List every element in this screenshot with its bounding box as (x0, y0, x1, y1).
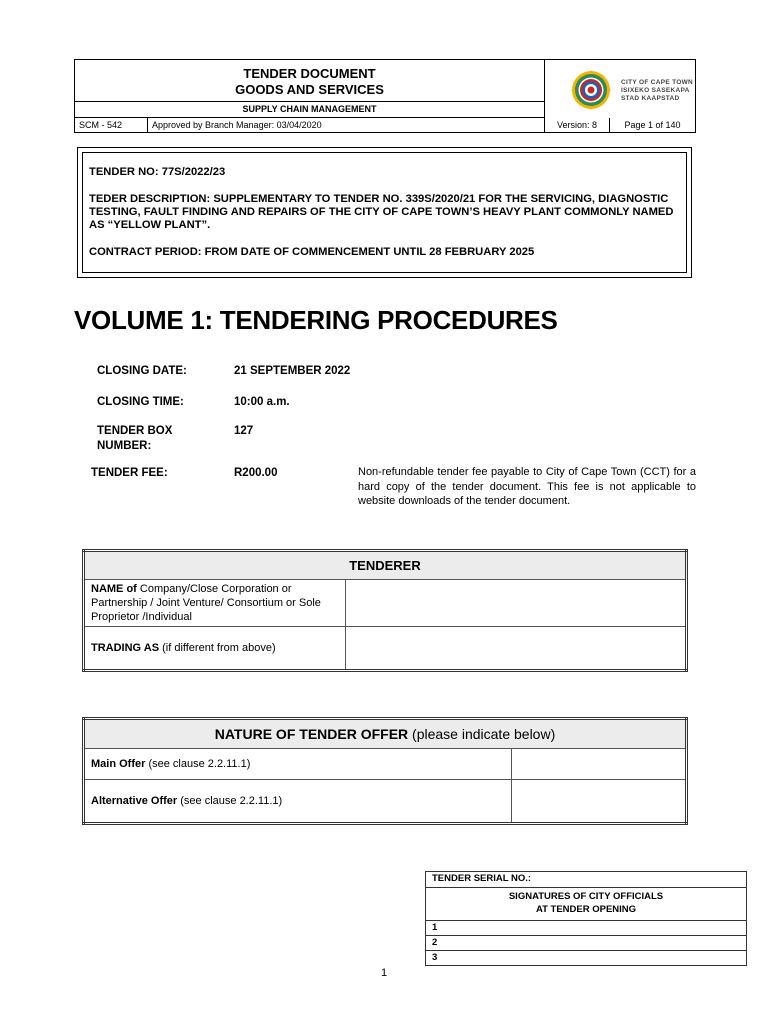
signatures-heading-line2: AT TENDER OPENING (535, 904, 637, 915)
tender-box-label (97, 424, 172, 453)
header-subtitle: SUPPLY CHAIN MANAGEMENT (75, 102, 545, 118)
nature-heading-bold: NATURE OF TENDER OFFER (214, 726, 409, 742)
version: Version: 8 (545, 118, 610, 133)
signature-row-1[interactable]: 1 (426, 921, 747, 936)
alternative-offer-field[interactable] (512, 780, 687, 824)
tender-box-value: 127 (234, 425, 254, 437)
nature-of-offer-table (82, 717, 688, 825)
city-logo (545, 60, 695, 118)
approval-info: Approved by Branch Manager: 03/04/2020 (148, 118, 545, 133)
tenderer-table (82, 549, 688, 672)
tender-box-label-line2: NUMBER: (97, 440, 152, 452)
company-name-label (84, 580, 346, 627)
closing-date-label: CLOSING DATE: (97, 365, 187, 377)
page-count: Page 1 of 140 (624, 120, 681, 130)
tender-info-box (77, 147, 692, 278)
officials-signature-table (425, 871, 747, 966)
doc-code: SCM - 542 (75, 118, 148, 133)
nature-heading-rest: (please indicate below) (408, 726, 556, 742)
company-name-field[interactable] (346, 580, 687, 627)
trading-as-label-rest: (if different from above) (159, 642, 276, 654)
tender-fee-label: TENDER FEE: (91, 467, 168, 479)
signature-row-2[interactable]: 2 (426, 936, 747, 951)
company-name-label-bold: NAME of (91, 583, 137, 595)
tender-box-label-line1: TENDER BOX (97, 425, 173, 437)
main-offer-label (84, 749, 512, 780)
closing-date-value: 21 SEPTEMBER 2022 (234, 365, 351, 377)
main-offer-label-bold: Main Offer (91, 758, 146, 770)
logo-text (621, 79, 693, 103)
alternative-offer-label-rest: (see clause 2.2.11.1) (177, 795, 283, 807)
city-seal-icon (571, 70, 611, 110)
logo-line-1: CITY OF CAPE TOWN (621, 79, 694, 86)
tender-number: TENDER NO: 77S/2022/23 (89, 166, 226, 178)
trading-as-label (84, 627, 346, 671)
tender-fee-value: R200.00 (234, 467, 278, 479)
volume-title: VOLUME 1: TENDERING PROCEDURES (74, 305, 558, 335)
signatures-heading-line1: SIGNATURES OF CITY OFFICIALS (508, 891, 664, 902)
trading-as-field[interactable] (346, 627, 687, 671)
nature-heading (84, 719, 687, 749)
contract-period: CONTRACT PERIOD: FROM DATE OF COMMENCEMENT UNTIL 28 FEBRUARY 2025 (89, 246, 535, 258)
document-header (74, 59, 696, 133)
tender-description: TEDER DESCRIPTION: SUPPLEMENTARY TO TENDER NO. 339S/2020/21 FOR THE SERVICING, DIAGNOSTIC TESTING, FAULT FINDING AND REPAIRS OF THE CITY OF CAPE TOWN’S HEAVY PLANT COMMONLY NAMED AS “YELLOW PLANT”. (89, 193, 674, 231)
closing-time-value: 10:00 a.m. (234, 396, 290, 408)
tender-serial-label: TENDER SERIAL NO.: (426, 872, 747, 888)
company-name-label-rest: Company/Close Corporation or Partnership / Joint Venture/ Consortium or Sole Proprietor /Individual (91, 583, 321, 623)
header-title-line2: GOODS AND SERVICES (235, 82, 384, 97)
logo-line-3: STAD KAAPSTAD (621, 95, 680, 102)
logo-line-2: ISIXEKO SASEKAPA (621, 87, 690, 94)
trading-as-label-bold: TRADING AS (91, 642, 160, 654)
alternative-offer-label-bold: Alternative Offer (91, 795, 178, 807)
header-meta-row (75, 118, 695, 133)
signatures-heading (426, 888, 747, 921)
signature-row-3[interactable]: 3 (426, 951, 747, 966)
header-title-line1: TENDER DOCUMENT (243, 66, 376, 81)
alternative-offer-label (84, 780, 512, 824)
header-title-cell (75, 60, 545, 102)
page-number: 1 (381, 967, 388, 979)
main-offer-label-rest: (see clause 2.2.11.1) (145, 758, 251, 770)
tender-fee-note: Non-refundable tender fee payable to City of Cape Town (CCT) for a hard copy of the tender document. This fee is not applicable to website downloads of the tender document. (358, 466, 696, 507)
closing-time-label: CLOSING TIME: (97, 396, 184, 408)
main-offer-field[interactable] (512, 749, 687, 780)
tenderer-heading: TENDERER (84, 551, 687, 580)
